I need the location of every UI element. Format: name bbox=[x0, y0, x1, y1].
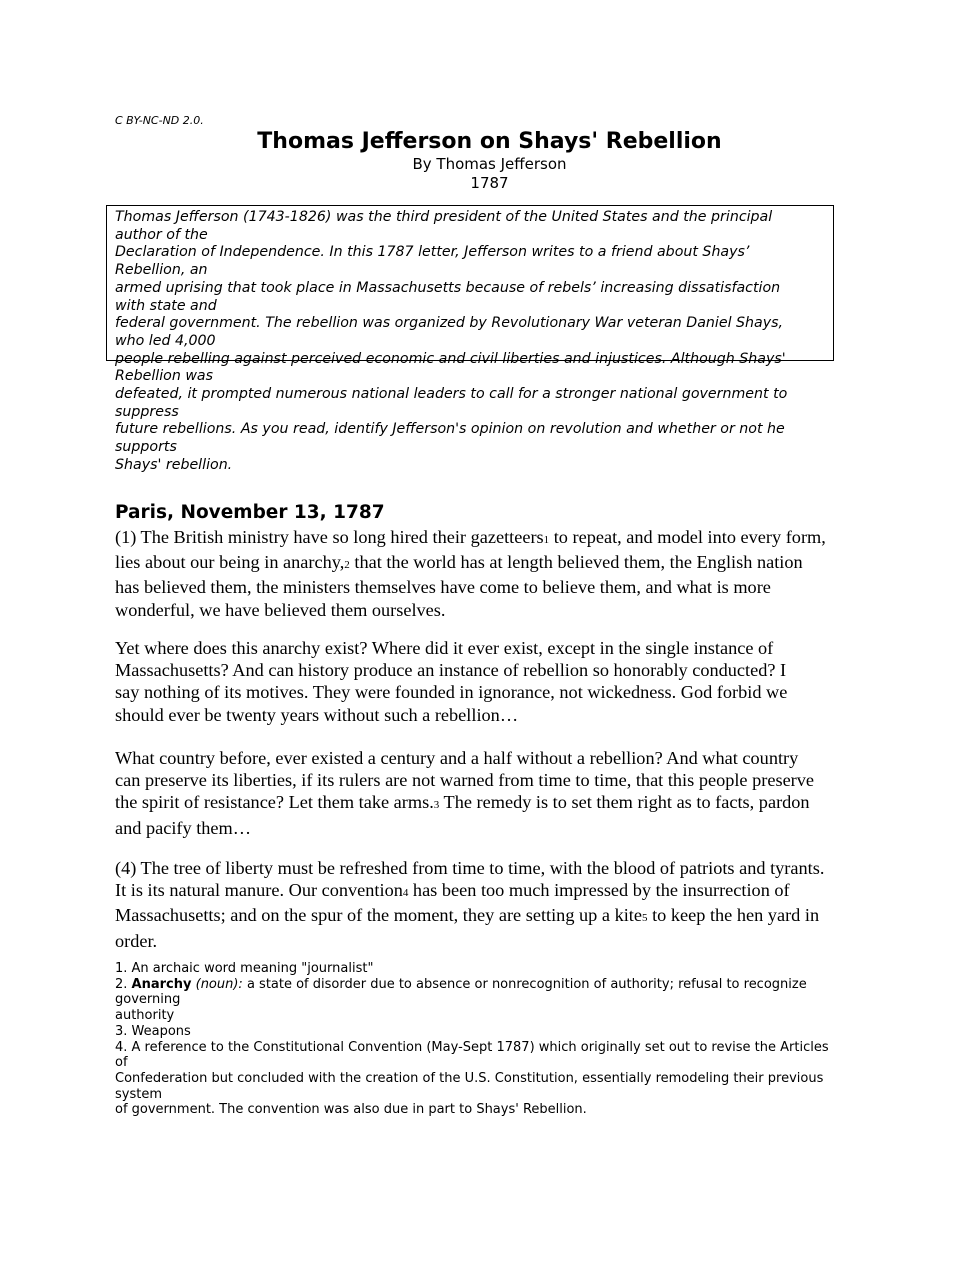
footnote-2-line: governing bbox=[115, 992, 181, 1008]
paragraph-line: should ever be twenty years without such a rebellion… bbox=[115, 704, 519, 725]
paragraph-line: Yet where does this anarchy exist? Where did it ever exist, except in the single instance of bbox=[115, 638, 774, 658]
paragraph-line bbox=[115, 551, 865, 576]
letter-paragraph-4 bbox=[115, 857, 865, 952]
footnote-marker-1: 1 bbox=[543, 534, 550, 546]
letter-paragraph-2 bbox=[115, 637, 865, 726]
line-text: The remedy is to set them right as to facts, pardon bbox=[439, 792, 810, 813]
paragraph-line bbox=[115, 904, 865, 929]
intro-line: future rebellions. As you read, identify Jefferson's opinion on revolution and whether or not he bbox=[115, 421, 785, 438]
paragraph-line: has believed them, the ministers themselves have come to believe them, and what is more bbox=[115, 577, 771, 598]
footnotes bbox=[115, 961, 875, 1118]
footnote-number: 2. bbox=[115, 976, 132, 992]
paragraph-line: and pacify them… bbox=[115, 817, 252, 838]
author-byline: By Thomas Jefferson bbox=[412, 155, 567, 173]
license-note: C BY-NC-ND 2.0. bbox=[115, 114, 204, 127]
footnote-2 bbox=[115, 977, 875, 993]
paragraph-line: Massachusetts? And can history produce an instance of rebellion so honorably conducted? I bbox=[115, 660, 787, 681]
footnote-2-line: authority bbox=[115, 1008, 175, 1024]
letter-paragraph-3 bbox=[115, 747, 865, 839]
footnote-4: 4. A reference to the Constitutional Convention (May-Sept 1787) which originally set out to revise the Articles bbox=[115, 1039, 829, 1055]
paragraph-line: What country before, ever existed a century and a half without a rebellion? And what country bbox=[115, 748, 799, 768]
line-text: to keep the hen yard in bbox=[647, 905, 820, 926]
line-text: Massachusetts; and on the spur of the moment, they are setting up a kite bbox=[115, 905, 642, 926]
publication-year: 1787 bbox=[470, 174, 509, 192]
intro-line: Declaration of Independence. In this 1787 letter, Jefferson writes to a friend about Shays’ bbox=[115, 244, 750, 261]
paragraph-line: wonderful, we have believed them ourselves. bbox=[115, 599, 446, 620]
footnote-4-line: of bbox=[115, 1055, 128, 1071]
footnote-marker-2: 2 bbox=[344, 559, 350, 572]
intro-line: author of the bbox=[115, 226, 208, 243]
paragraph-line bbox=[115, 791, 865, 816]
intro-line: defeated, it prompted numerous national leaders to call for a stronger national government to bbox=[115, 386, 788, 403]
footnote-1: 1. An archaic word meaning "journalist" bbox=[115, 961, 374, 976]
paragraph-line bbox=[115, 879, 865, 904]
intro-line: Thomas Jefferson (1743-1826) was the third president of the United States and the principal bbox=[115, 209, 773, 225]
paragraph-line: can preserve its liberties, if its rulers are not warned from time to time, that this people preserve bbox=[115, 770, 815, 791]
footnote-marker-4: 4 bbox=[402, 887, 409, 900]
intro-line: who led 4,000 bbox=[115, 332, 216, 349]
footnote-term: Anarchy bbox=[131, 976, 192, 992]
letter-dateline: Paris, November 13, 1787 bbox=[115, 502, 385, 523]
document-title: Thomas Jefferson on Shays' Rebellion bbox=[257, 129, 722, 154]
line-text: It is its natural manure. Our convention bbox=[115, 880, 403, 901]
paragraph-line: order. bbox=[115, 930, 158, 951]
footnote-4-line: system bbox=[115, 1086, 162, 1102]
intro-line: Shays' rebellion. bbox=[115, 456, 233, 473]
line-text: the spirit of resistance? Let them take arms. bbox=[115, 792, 434, 813]
footnote-4-line: of government. The convention was also due in part to Shays' Rebellion. bbox=[115, 1102, 587, 1118]
line-text: (1) The British ministry have so long hired their gazetteers bbox=[115, 527, 544, 547]
paragraph-line: say nothing of its motives. They were founded in ignorance, not wickedness. God forbid we bbox=[115, 682, 788, 703]
line-text: that the world has at length believed them, the English nation bbox=[349, 552, 803, 573]
intro-text bbox=[115, 209, 840, 475]
intro-line: Rebellion was bbox=[115, 368, 214, 385]
footnote-definition: a state of disorder due to absence or nonrecognition of authority; refusal to recognize bbox=[242, 976, 807, 992]
intro-line: suppress bbox=[115, 403, 179, 420]
footnote-4-line: Confederation but concluded with the creation of the U.S. Constitution, essentially remodeling their previous bbox=[115, 1070, 824, 1086]
footnote-3: 3. Weapons bbox=[115, 1023, 191, 1039]
footnote-marker-3: 3 bbox=[433, 799, 440, 812]
paragraph-line bbox=[115, 526, 865, 551]
footnote-part-of-speech: (noun): bbox=[191, 976, 243, 992]
paragraph-line: (4) The tree of liberty must be refreshed from time to time, with the blood of patriots and tyrants. bbox=[115, 858, 825, 878]
intro-line: supports bbox=[115, 439, 177, 456]
line-text: has been too much impressed by the insurrection of bbox=[408, 880, 790, 901]
intro-line: federal government. The rebellion was organized by Revolutionary War veteran Daniel Shays, bbox=[115, 315, 784, 332]
line-text: to repeat, and model into every form, bbox=[549, 527, 826, 547]
intro-line: people rebelling against perceived economic and civil liberties and injustices. Although Shays' bbox=[115, 350, 786, 367]
intro-line: Rebellion, an bbox=[115, 262, 208, 279]
line-text: lies about our being in anarchy, bbox=[115, 552, 345, 573]
letter-paragraph-1 bbox=[115, 526, 865, 621]
intro-line: with state and bbox=[115, 297, 217, 314]
intro-line: armed uprising that took place in Massachusetts because of rebels’ increasing dissatisfaction bbox=[115, 279, 781, 296]
footnote-marker-5: 5 bbox=[642, 912, 648, 925]
